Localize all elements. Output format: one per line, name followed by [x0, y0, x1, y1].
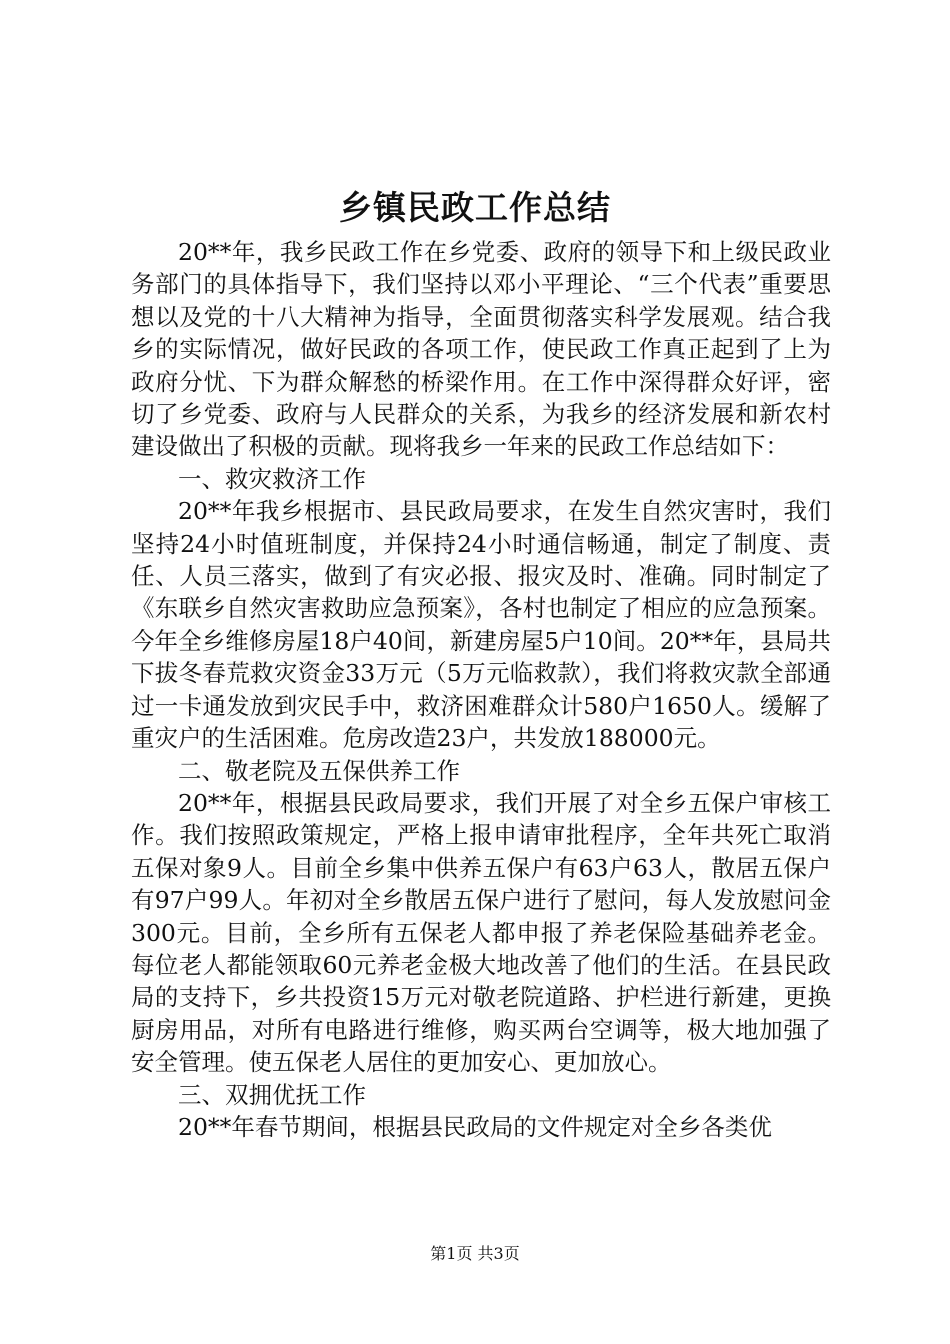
support-work-paragraph: 20**年春节期间，根据县民政局的文件规定对全乡各类优: [178, 1112, 772, 1141]
disaster-relief-paragraph: 20**年我乡根据市、县民政局要求，在发生自然灾害时，我们坚持24小时值班制度，并保持24小时通信畅通，制定了制度、责任、人员三落实，做到了有灾必报、报灾及时、准确。同时制定了《东联乡自然灾害救助应急预案》，各村也制定了相应的应急预案。今年全乡维修房屋18户40间，新建房屋5户10间。20**年，县局共下拔冬春荒救灾资金33万元（5万元临救款），我们将救灾款全部通过一卡通发放到灾民手中，救济困难群众计580户1650人。缓解了重灾户的生活困难。危房改造23户，共发放188000元。: [131, 497, 831, 753]
nursing-home-paragraph: 20**年，根据县民政局要求，我们开展了对全乡五保户审核工作。我们按照政策规定，严格上报申请审批程序，全年共死亡取消五保对象9人。目前全乡集中供养五保户有63户63人，散居五保户有97户99人。年初对全乡散居五保户进行了慰问，每人发放慰问金300元。目前，全乡所有五保老人都申报了养老保险基础养老金。每位老人都能领取60元养老金极大地改善了他们的生活。在县民政局的支持下，乡共投资15万元对敬老院道路、护栏进行新建，更换厨房用品，对所有电路进行维修，购买两台空调等，极大地加强了安全管理。使五保老人居住的更加安心、更加放心。: [131, 788, 831, 1077]
document-body: [131, 236, 831, 1143]
section-heading-nursing-home: 二、敬老院及五保供养工作: [178, 756, 460, 785]
page-number-footer: 第1页 共3页: [430, 1244, 520, 1263]
document-title: 乡镇民政工作总结: [339, 188, 611, 227]
intro-paragraph: 20**年，我乡民政工作在乡党委、政府的领导下和上级民政业务部门的具体指导下，我们坚持以邓小平理论、“三个代表”重要思想以及党的十八大精神为指导，全面贯彻落实科学发展观。结合我乡的实际情况，做好民政的各项工作，使民政工作真正起到了上为政府分忧、下为群众解愁的桥梁作用。在工作中深得群众好评，密切了乡党委、政府与人民群众的关系，为我乡的经济发展和新农村建设做出了积极的贡献。现将我乡一年来的民政工作总结如下：: [131, 238, 831, 461]
section-heading-support-work: 三、双拥优抚工作: [178, 1080, 366, 1109]
section-heading-disaster-relief: 一、救灾救济工作: [178, 464, 366, 493]
